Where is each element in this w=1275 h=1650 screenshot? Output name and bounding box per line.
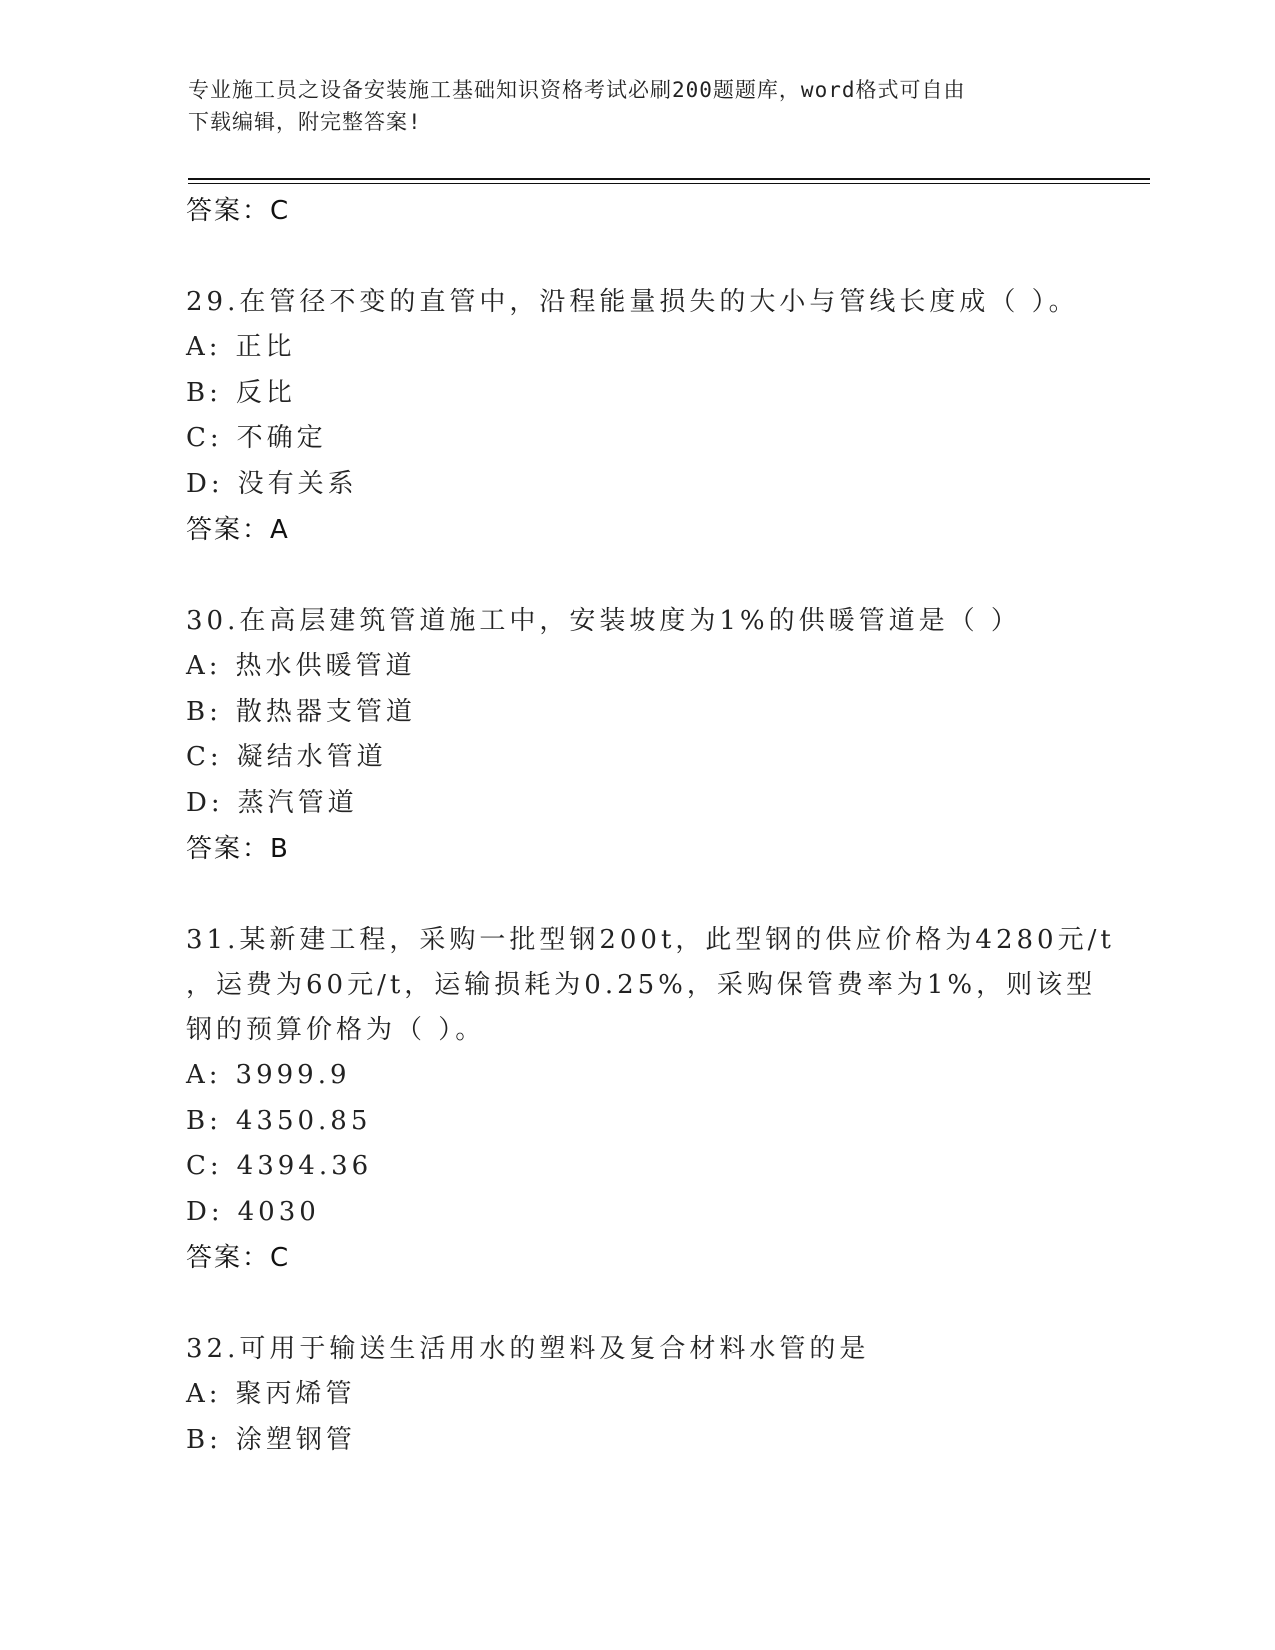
option-text: 没有关系 [237,468,358,499]
question-block [186,280,1086,553]
option-key: C: [186,423,223,453]
question-text: 钢的预算价格为（ ）。 [186,1015,486,1045]
answer-option [186,325,1086,371]
option-text: 4394.36 [236,1151,373,1181]
option-key: B: [186,377,222,408]
answer-option [186,1053,1086,1099]
answer-option [186,1190,1086,1236]
answer-option [186,371,1086,417]
answer-value: B [270,834,288,864]
answer-label: 答案： [186,1243,271,1273]
option-text: 热水供暖管道 [235,651,416,681]
option-key: A: [186,651,222,681]
option-key: A: [186,1060,222,1090]
question-text: 32.可用于输送生活用水的塑料及复合材料水管的是 [186,1334,870,1364]
answer-line [186,507,1086,553]
answer-line [186,188,1086,234]
answer-option [186,1418,1086,1464]
option-key: D: [186,468,224,499]
question-block [186,599,1086,872]
option-text: 蒸汽管道 [237,787,358,818]
question-text: ，运费为60元/t，运输损耗为0.25%，采购保管费率为1%，则该型 [186,970,1097,1000]
option-text: 正比 [235,332,296,362]
answer-line [186,1235,1086,1281]
answer-option [186,416,1086,462]
document-header [188,74,1088,138]
option-text: 3999.9 [235,1060,351,1090]
question-block [186,1327,1086,1463]
answer-option [186,690,1086,736]
answer-option [186,644,1086,690]
option-key: D: [186,1196,224,1227]
answer-value: A [270,515,288,545]
answer-value: C [270,196,289,226]
option-text: 凝结水管道 [236,742,387,772]
answer-option [186,781,1086,827]
answer-line [186,826,1086,872]
option-key: A: [186,1379,222,1409]
option-text: 聚丙烯管 [235,1379,356,1409]
option-key: C: [186,1151,223,1181]
answer-option [186,1372,1086,1418]
question-block [186,918,1115,1281]
answer-label: 答案： [186,196,271,226]
option-key: C: [186,742,223,772]
answer-value: C [270,1243,289,1273]
option-text: 不确定 [236,423,327,453]
answer-option [186,735,1086,781]
question-text: 31.某新建工程，采购一批型钢200t，此型钢的供应价格为4280元/t [186,925,1115,955]
option-text: 4350.85 [235,1105,372,1136]
answer-label: 答案： [186,834,271,864]
option-key: B: [186,696,222,727]
option-text: 涂塑钢管 [235,1424,356,1455]
header-divider [188,183,1150,184]
option-text: 4030 [237,1196,320,1227]
answer-option [186,1144,1086,1190]
question-text: 30.在高层建筑管道施工中，安装坡度为1%的供暖管道是（ ） [186,606,1021,636]
answer-label: 答案： [186,515,271,545]
header-divider [188,178,1150,180]
option-text: 反比 [235,377,296,408]
header-line: 下载编辑，附完整答案! [188,110,422,134]
question-text: 29.在管径不变的直管中，沿程能量损失的大小与管线长度成（ ）。 [186,287,1079,317]
header-line: 专业施工员之设备安装施工基础知识资格考试必刷200题题库，word格式可自由 [188,78,966,102]
option-key: B: [186,1424,222,1455]
answer-option [186,462,1086,508]
question-list [186,188,1115,1463]
option-key: A: [186,332,222,362]
option-text: 散热器支管道 [235,696,416,727]
answer-option [186,1099,1086,1145]
option-key: D: [186,787,224,818]
option-key: B: [186,1105,222,1136]
